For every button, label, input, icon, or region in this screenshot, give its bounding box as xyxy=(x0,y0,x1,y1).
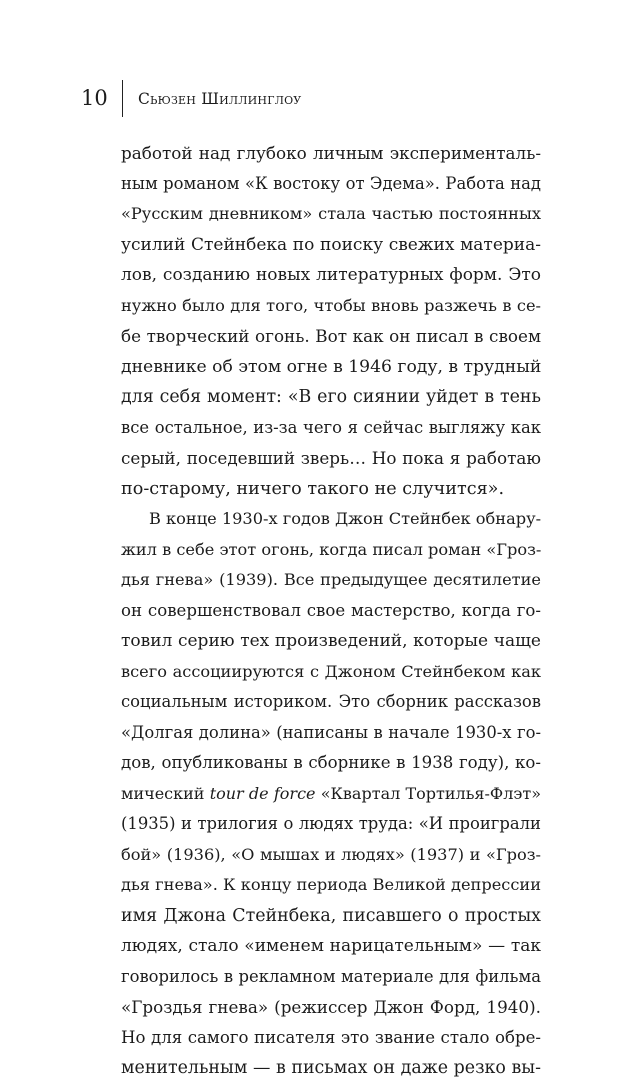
text-line: все остальное, из-за чего я сейчас выгляжу как xyxy=(121,417,541,437)
text-line: социальным историком. Это сборник рассказов xyxy=(121,692,541,711)
paragraph-end-line: по-старому, ничего такого не случится». xyxy=(121,478,505,499)
text-line: менительным — в письмах он даже резко вы- xyxy=(121,1058,541,1078)
text-line: он совершенствовал свое мастерство, когда го- xyxy=(121,600,541,620)
text-line: товил серию тех произведений, которые чаще xyxy=(121,631,541,651)
text-line: работой над глубоко личным эксперименталь- xyxy=(121,143,541,163)
text-line: нужно было для того, чтобы вновь разжечь в се- xyxy=(121,295,541,315)
page-header xyxy=(81,80,541,120)
text-line: имя Джона Стейнбека, писавшего о простых xyxy=(121,905,541,926)
text-line: дневнике об этом огне в 1946 году, в трудный xyxy=(121,356,542,377)
body-text xyxy=(121,138,541,1084)
text-line: «Русским дневником» стала частью постоянных xyxy=(121,204,541,223)
text-line: (1935) и трилогия о людях труда: «И проиграли xyxy=(121,814,541,833)
text-line: дья гнева». К концу периода Великой депрессии xyxy=(121,875,541,894)
text-line: усилий Стейнбека по поиску свежих материа- xyxy=(121,234,541,255)
paragraph-first-line: В конце 1930-х годов Джон Стейнбек обнару- xyxy=(149,509,542,528)
text-line: жил в себе этот огонь, когда писал роман «Гроз- xyxy=(121,539,542,559)
text-segment: «Квартал Тортилья-Флэт» xyxy=(320,783,541,803)
italic-phrase: tour de force xyxy=(209,783,316,803)
text-line: людях, стало «именем нарицательным» — так xyxy=(121,936,541,956)
text-line: всего ассоциируются с Джоном Стейнбеком как xyxy=(121,661,541,681)
text-line: «Долгая долина» (написаны в начале 1930-х го- xyxy=(121,722,541,742)
text-line: лов, созданию новых литературных форм. Это xyxy=(121,265,541,285)
text-line: серый, поседевший зверь… Но пока я работаю xyxy=(121,448,541,468)
text-segment: мический xyxy=(121,783,205,803)
text-line: для себя момент: «В его сиянии уйдет в тень xyxy=(121,387,541,407)
header-divider xyxy=(122,80,123,117)
running-head-author: Сьюзен Шиллинглоу xyxy=(138,90,302,108)
text-line: Но для самого писателя это звание стало обре- xyxy=(121,1027,541,1047)
text-line: дья гнева» (1939). Все предыдущее десятилетие xyxy=(121,570,541,589)
text-line: бе творческий огонь. Вот как он писал в своем xyxy=(121,326,541,346)
text-line: бой» (1936), «О мышах и людях» (1937) и «Гроз- xyxy=(121,844,541,864)
text-line: ным романом «К востоку от Эдема». Работа над xyxy=(121,173,541,193)
text-line: «Гроздья гнева» (режиссер Джон Форд, 1940). xyxy=(121,997,541,1017)
text-line-mixed xyxy=(121,779,541,810)
text-line: говорилось в рекламном материале для фильма xyxy=(121,966,541,986)
text-line: дов, опубликованы в сборнике в 1938 году), ко- xyxy=(121,753,541,772)
page-number: 10 xyxy=(81,86,108,110)
